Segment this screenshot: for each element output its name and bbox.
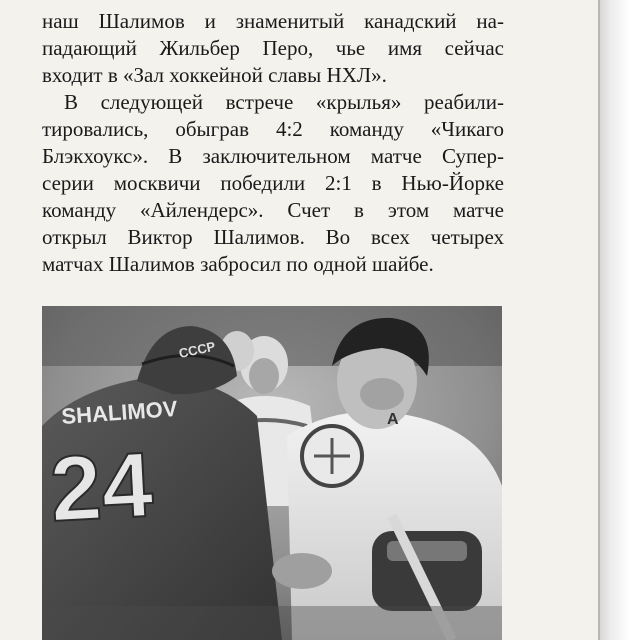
hockey-photo: [42, 306, 502, 640]
captain-letter: A: [387, 411, 399, 428]
jersey-number: 24: [47, 433, 156, 541]
text-line: Блэкхоукс». В заключительном матче Супер-: [42, 144, 504, 168]
text-line: тировались, обыграв 4:2 команду «Чикаго: [42, 117, 504, 141]
helmet-text: CCCP: [177, 338, 217, 361]
text-line: серии москвичи победили 2:1 в Нью-Йорке: [42, 171, 504, 195]
text-line: открыл Виктор Шалимов. Во всех четырех: [42, 225, 504, 249]
book-binding: [600, 0, 630, 640]
hockey-photo-illustration: [42, 306, 502, 640]
text-line: матчах Шалимов забросил по одной шайбе.: [42, 252, 434, 276]
jersey-name: SHALIMOV: [60, 395, 179, 429]
text-line: входит в «Зал хоккейной славы НХЛ».: [42, 63, 387, 87]
text-line: В следующей встрече «крылья» реабили-: [64, 90, 504, 114]
article-text: [42, 8, 504, 278]
text-line: команду «Айлендерс». Счет в этом матче: [42, 198, 504, 222]
text-line: падающий Жильбер Перо, чье имя сейчас: [42, 36, 504, 60]
text-line: наш Шалимов и знаменитый канадский на-: [42, 9, 504, 33]
